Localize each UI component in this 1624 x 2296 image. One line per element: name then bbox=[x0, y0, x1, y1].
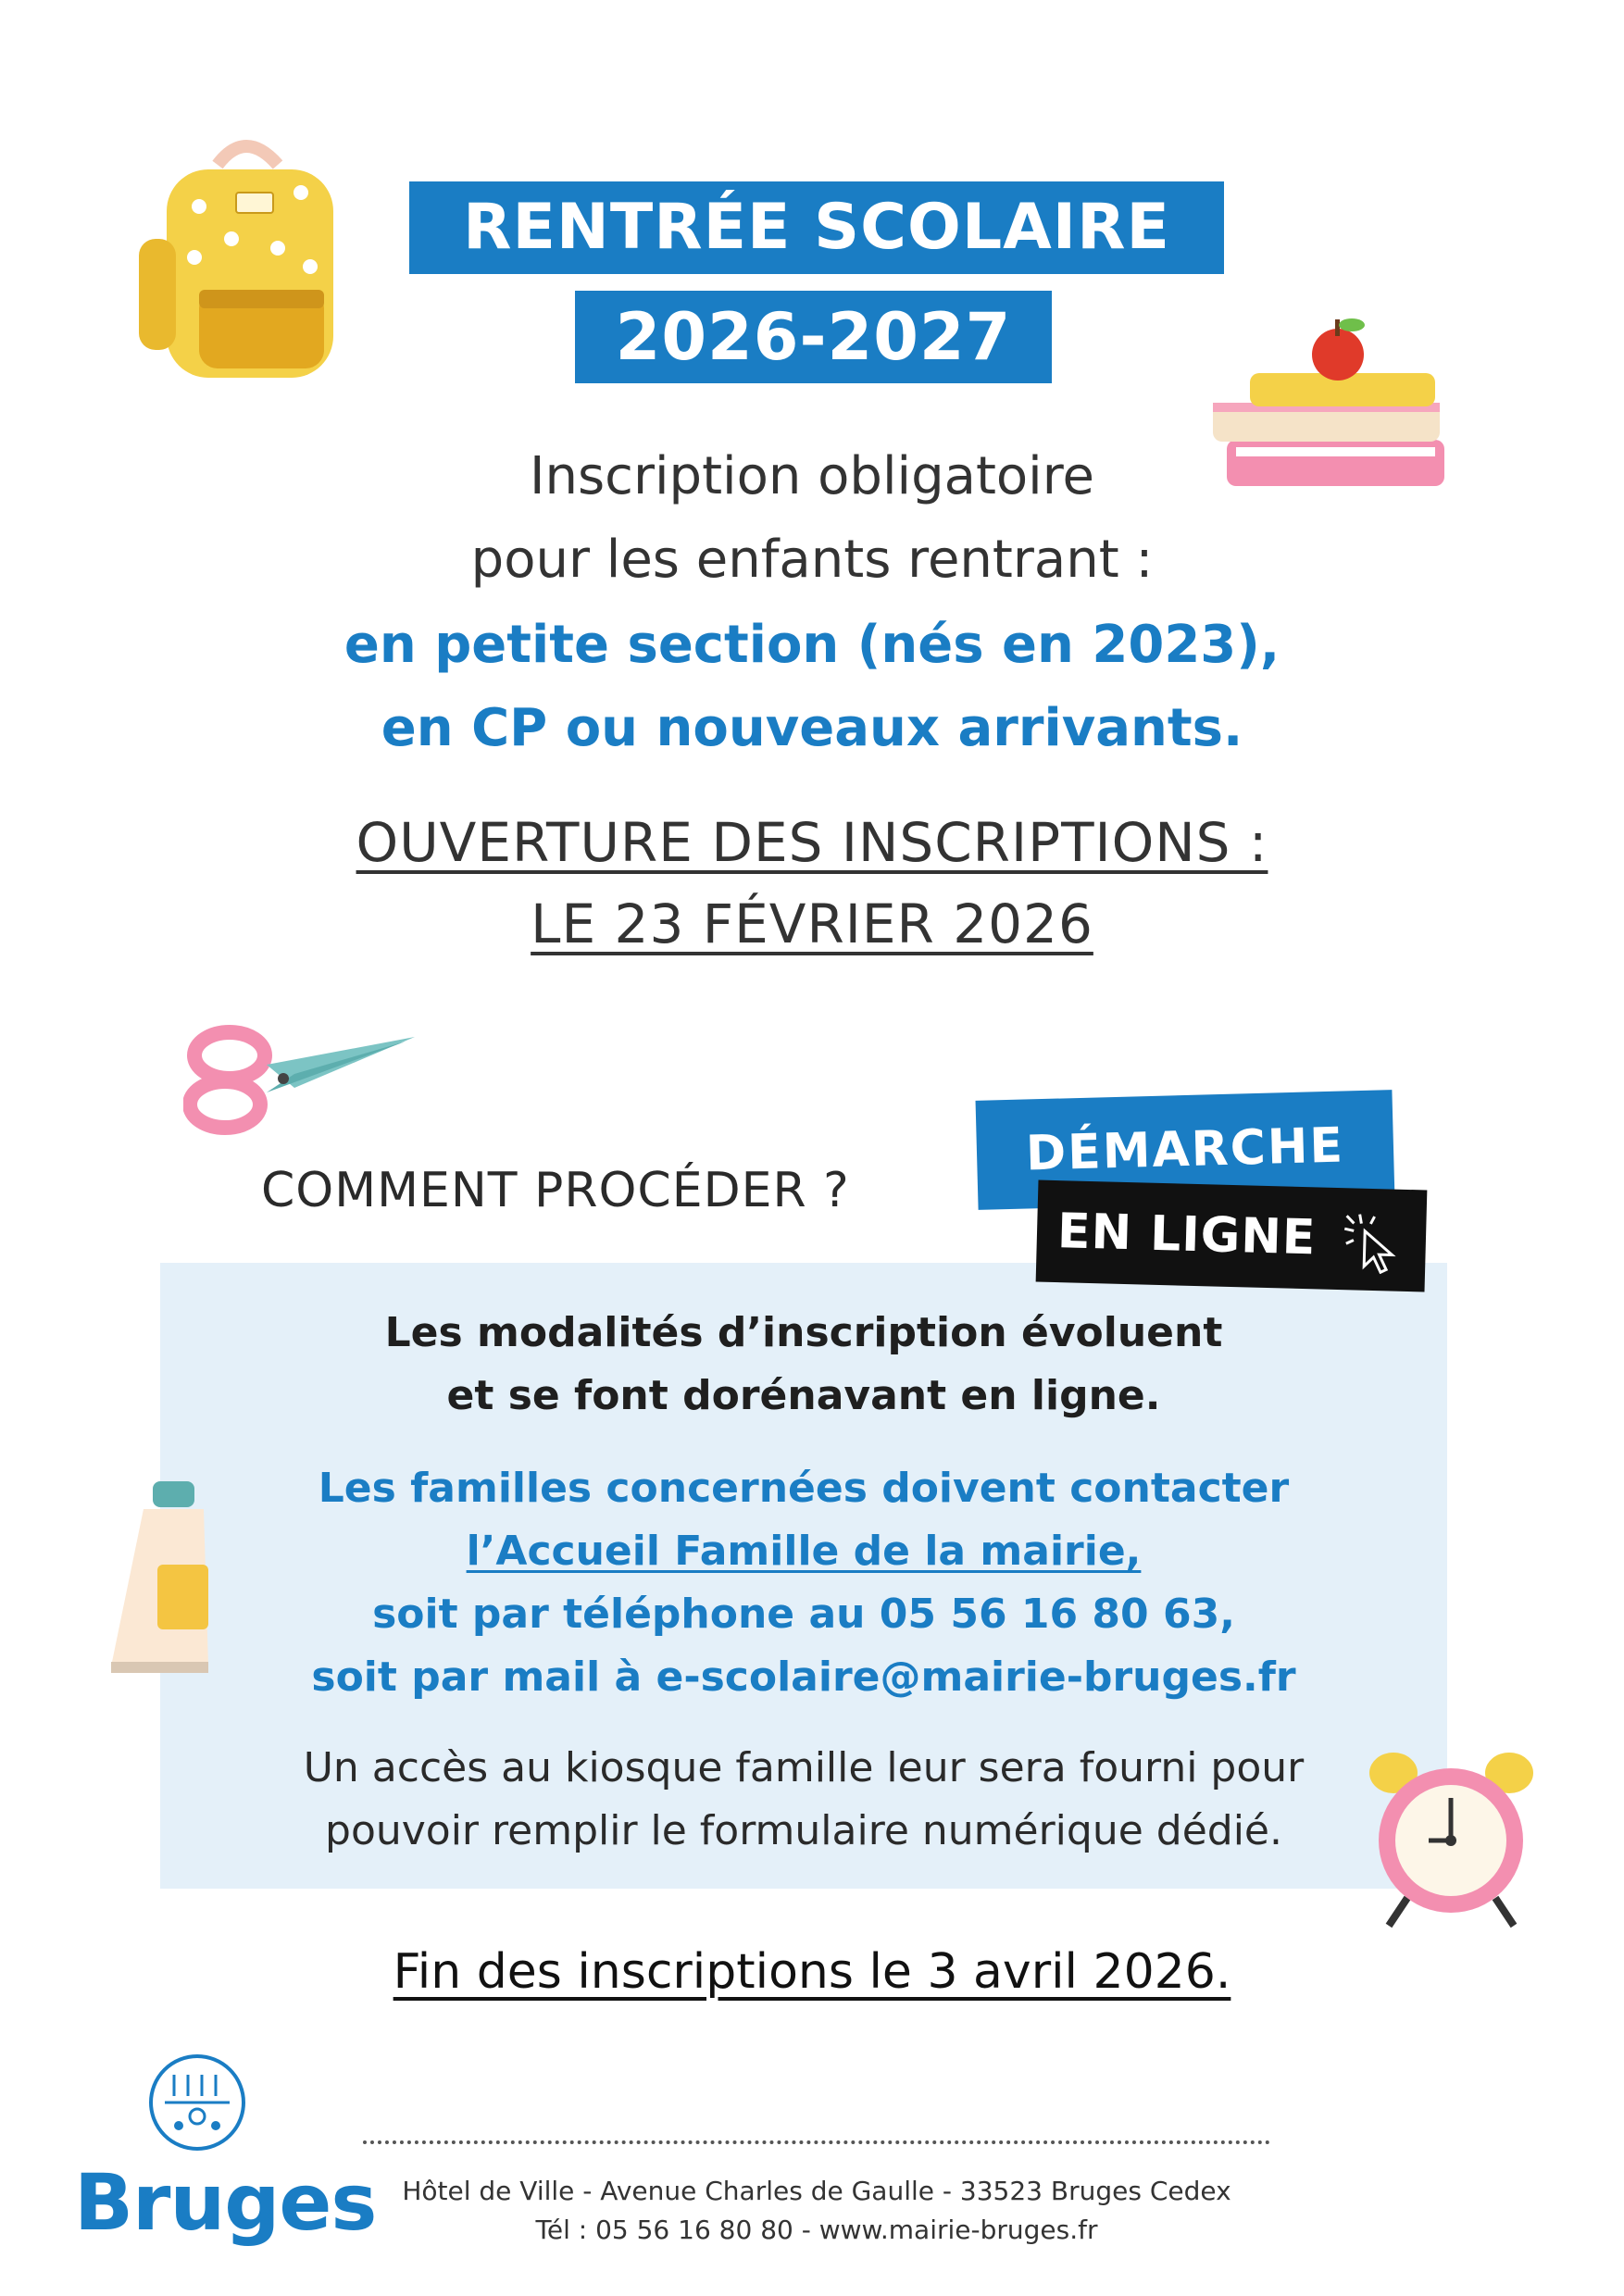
alarm-clock-icon bbox=[1366, 1741, 1537, 1930]
opening-line-2: LE 23 FÉVRIER 2026 bbox=[531, 892, 1093, 955]
closing-line: Fin des inscriptions le 3 avril 2026. bbox=[393, 1944, 1231, 2000]
online-badge-label: EN LIGNE bbox=[1056, 1204, 1318, 1267]
panel-line-7: Un accès au kiosque famille leur sera fourni pour bbox=[303, 1744, 1305, 1791]
online-badge-bottom bbox=[1036, 1180, 1428, 1292]
title-line-1: RENTRÉE SCOLAIRE bbox=[409, 181, 1224, 274]
panel-line-1: Les modalités d’inscription évoluent bbox=[384, 1309, 1223, 1356]
intro-line-1: Inscription obligatoire bbox=[530, 446, 1094, 506]
title-line-2: 2026-2027 bbox=[575, 291, 1052, 383]
panel-line-8: pouvoir remplir le formulaire numérique dédié. bbox=[325, 1807, 1282, 1854]
glue-tube-icon bbox=[106, 1472, 213, 1680]
backpack-icon bbox=[130, 128, 361, 387]
how-heading: COMMENT PROCÉDER ? bbox=[261, 1163, 850, 1218]
intro-line-3: en petite section (nés en 2023), bbox=[344, 615, 1280, 675]
panel-line-5: soit par téléphone au 05 56 16 80 63, bbox=[372, 1591, 1235, 1638]
city-emblem-icon bbox=[146, 2052, 248, 2153]
online-badge-top: DÉMARCHE bbox=[976, 1090, 1395, 1210]
accueil-famille-link[interactable]: l’Accueil Famille de la mairie, bbox=[466, 1528, 1142, 1575]
footer-divider bbox=[363, 2140, 1270, 2144]
intro-line-4: en CP ou nouveaux arrivants. bbox=[381, 698, 1243, 758]
intro-line-2: pour les enfants rentrant : bbox=[470, 530, 1154, 590]
scissors-icon bbox=[183, 1023, 419, 1139]
panel-line-2: et se font dorénavant en ligne. bbox=[446, 1372, 1161, 1419]
panel-line-3: Les familles concernées doivent contacter bbox=[318, 1465, 1290, 1512]
footer-contact: Tél : 05 56 16 80 80 - www.mairie-bruges.fr bbox=[535, 2215, 1098, 2245]
logo-wordmark: Bruges bbox=[74, 2157, 377, 2248]
cursor-click-icon bbox=[1338, 1208, 1405, 1275]
panel-line-6: soit par mail à e-scolaire@mairie-bruges.fr bbox=[311, 1653, 1296, 1701]
footer-address: Hôtel de Ville - Avenue Charles de Gaulle - 33523 Bruges Cedex bbox=[402, 2176, 1231, 2206]
opening-line-1: OUVERTURE DES INSCRIPTIONS : bbox=[356, 811, 1268, 874]
panel-line-4 bbox=[160, 1520, 1447, 1583]
